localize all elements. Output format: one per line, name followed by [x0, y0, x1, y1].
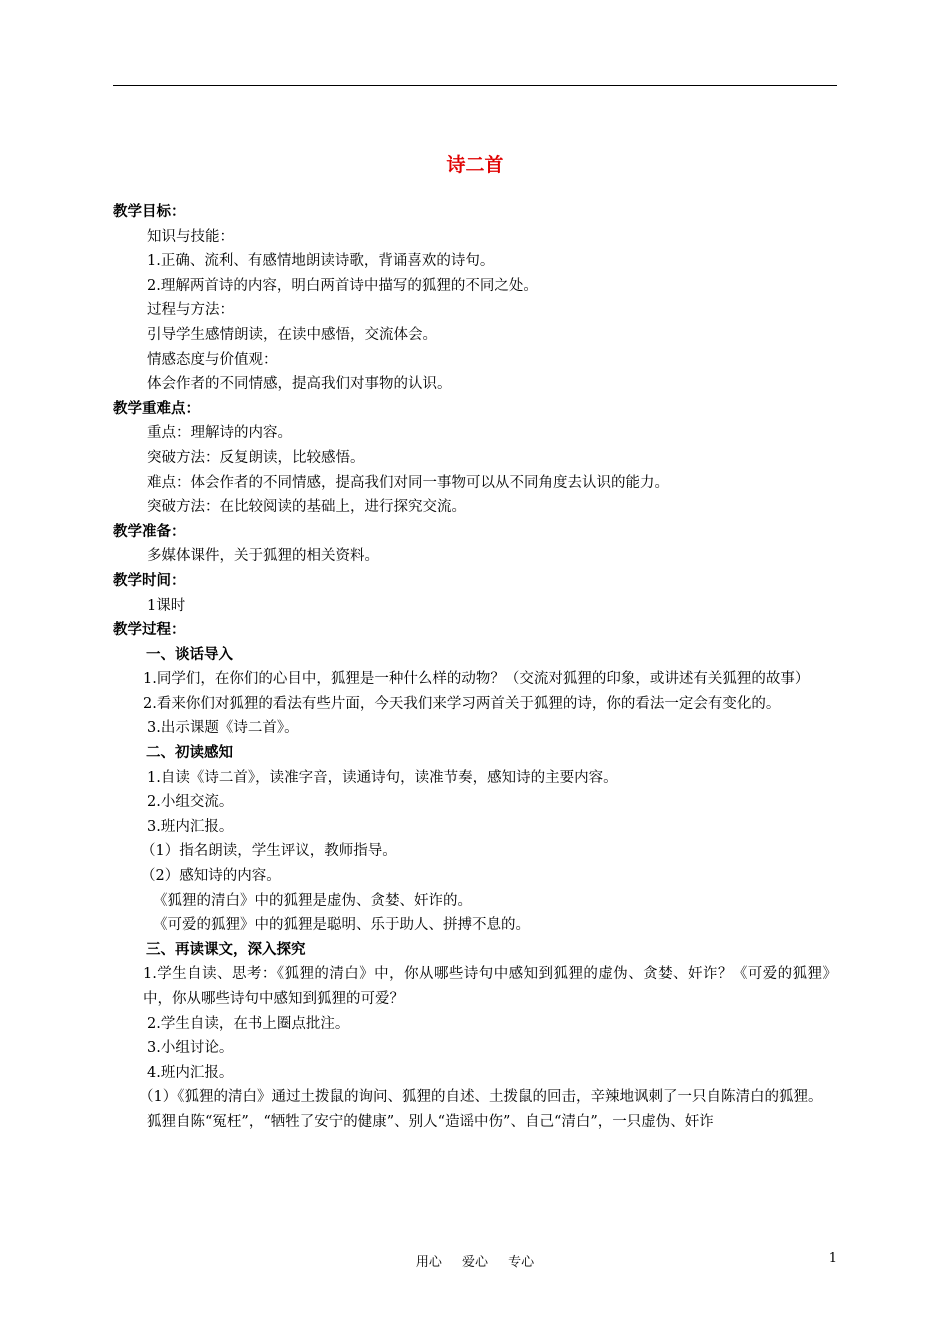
difficulty-item-2: 突破方法：反复朗读，比较感悟。 — [147, 449, 365, 466]
step-1-item-3: 3.出示课题《诗二首》。 — [147, 720, 299, 737]
prep-text: 多媒体课件，关于狐狸的相关资料。 — [147, 548, 379, 565]
step-2-item-5: （2）感知诗的内容。 — [141, 868, 281, 885]
step-3-item-2: 2.学生自读，在书上圈点批注。 — [147, 1015, 350, 1032]
time-text: 1课时 — [147, 597, 186, 614]
step-3-item-3: 3.小组讨论。 — [147, 1040, 234, 1057]
step-2-item-2: 2.小组交流。 — [147, 794, 234, 811]
document-body — [113, 200, 837, 1135]
difficulty-item-4: 突破方法：在比较阅读的基础上，进行探究交流。 — [147, 499, 466, 516]
time-heading: 教学时间： — [113, 572, 186, 589]
step-1-title: 一、谈话导入 — [146, 646, 233, 663]
process-method-text: 引导学生感情朗读，在读中感悟，交流体会。 — [147, 326, 437, 343]
difficulty-item-1: 重点：理解诗的内容。 — [147, 425, 292, 442]
footer-motto: 用心 爱心 专心 — [415, 1255, 535, 1270]
header-rule — [113, 85, 837, 86]
step-1-item-2: 2.看来你们对狐狸的看法有些片面，今天我们来学习两首关于狐狸的诗，你的看法一定会有变化的。 — [143, 695, 781, 712]
goals-heading: 教学目标： — [113, 204, 186, 220]
step-2-item-1: 1.自读《诗二首》，读准字音，读通诗句，读准节奏，感知诗的主要内容。 — [147, 769, 618, 786]
step-2-item-4: （1）指名朗读，学生评议，教师指导。 — [141, 843, 397, 860]
process-method-label: 过程与方法： — [147, 302, 234, 319]
prep-heading: 教学准备： — [113, 523, 186, 540]
page-number: 1 — [828, 1251, 837, 1266]
knowledge-label: 知识与技能： — [147, 228, 234, 245]
difficulty-heading: 教学重难点： — [113, 400, 200, 417]
step-3-item-5: （1）《狐狸的清白》通过土拨鼠的询问、狐狸的自述、土拨鼠的回击，辛辣地讽刺了一只自陈清白的狐狸。 — [139, 1089, 823, 1106]
goal-item-1: 1.正确、流利、有感情地朗读诗歌，背诵喜欢的诗句。 — [147, 253, 495, 270]
step-3-item-4: 4.班内汇报。 — [147, 1064, 234, 1081]
step-2-title: 二、初读感知 — [146, 745, 233, 762]
emotion-label: 情感态度与价值观： — [147, 351, 278, 368]
step-3-item-6: 狐狸自陈“冤枉”，“牺牲了安宁的健康”、别人“造谣中伤”、自己“清白”，一只虚伪、奸诈 — [147, 1113, 714, 1130]
process-heading: 教学过程： — [113, 622, 186, 639]
step-2-item-3: 3.班内汇报。 — [147, 818, 234, 835]
difficulty-item-3: 难点：体会作者的不同情感，提高我们对同一事物可以从不同角度去认识的能力。 — [147, 474, 669, 491]
emotion-text: 体会作者的不同情感，提高我们对事物的认识。 — [147, 376, 452, 393]
step-2-item-6: 《狐狸的清白》中的狐狸是虚伪、贪婪、奸诈的。 — [153, 892, 472, 909]
step-1-item-1: 1.同学们，在你们的心目中，狐狸是一种什么样的动物？（交流对狐狸的印象，或讲述有关狐狸的故事） — [143, 671, 810, 688]
page-title: 诗二首 — [446, 154, 504, 176]
step-3-item-1: 1.学生自读、思考：《狐狸的清白》中，你从哪些诗句中感知到狐狸的虚伪、贪婪、奸诈？《可爱的狐狸》中，你从哪些诗句中感知到狐狸的可爱？ — [143, 966, 837, 1007]
step-3-title: 三、再读课文，深入探究 — [146, 941, 306, 958]
goal-item-2: 2.理解两首诗的内容，明白两首诗中描写的狐狸的不同之处。 — [147, 277, 538, 294]
step-2-item-7: 《可爱的狐狸》中的狐狸是聪明、乐于助人、拼搏不息的。 — [153, 917, 530, 934]
